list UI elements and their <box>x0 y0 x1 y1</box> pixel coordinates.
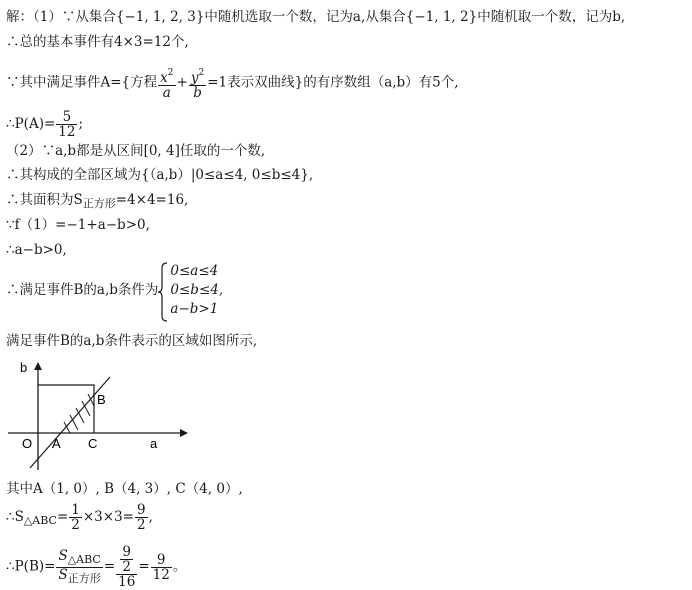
pb-numerator: 9 <box>151 553 172 568</box>
nested-outer-denominator: 16 <box>118 574 136 590</box>
pb-equals-2: = <box>138 558 150 575</box>
line-total-events: ∴总的基本事件有4×3=12个, <box>6 34 189 50</box>
triangle-equals: = <box>56 509 69 525</box>
fraction-5-over-12 <box>56 110 77 139</box>
pb-denominator: 12 <box>152 566 170 583</box>
s-square-subscript: 正方形 <box>67 571 101 585</box>
line-full-region: ∴其构成的全部区域为{（a,b）|0≤a≤4, 0≤b≤4}, <box>6 167 314 183</box>
fraction-nested <box>116 545 137 589</box>
fraction-s-ratio <box>56 549 102 586</box>
y-exponent: 2 <box>198 68 205 78</box>
result-numerator: 9 <box>136 502 146 518</box>
pa-denominator: 12 <box>58 124 76 140</box>
line-triangle-area <box>6 503 153 532</box>
line-a-minus-b-eq-1 <box>30 377 110 468</box>
half-denominator: 2 <box>71 517 80 533</box>
s-square: S <box>58 566 68 583</box>
result-denominator: 2 <box>136 517 146 533</box>
a-axis-arrow-icon <box>180 429 188 437</box>
event-a-prefix: ∵其中满足事件A={方程 <box>6 74 158 91</box>
fraction-9-over-2 <box>135 503 148 532</box>
b-denominator: b <box>193 85 202 101</box>
point-c-label: C <box>88 436 98 451</box>
line-probability-a <box>6 110 83 139</box>
s-triangle-subscript: △ABC <box>67 552 101 566</box>
triangle-suffix: , <box>148 509 153 525</box>
line-event-a <box>6 66 459 100</box>
triangle-area-prefix: ∴S <box>6 509 24 525</box>
fraction-x2-over-a <box>158 66 175 100</box>
a-axis-label: a <box>150 436 158 451</box>
pa-numerator: 5 <box>56 110 77 125</box>
line-a-minus-b: ∴a−b>0, <box>6 242 67 258</box>
region-graph <box>0 358 200 473</box>
fraction-y2-over-b <box>189 66 206 100</box>
plus-sign: + <box>176 74 188 91</box>
line-part2-intro: （2）∵a,b都是从区间[0, 4]任取的一个数, <box>6 143 266 159</box>
origin-label: O <box>22 436 33 451</box>
s-triangle: S <box>58 547 68 564</box>
pa-prefix: ∴P(A)= <box>6 116 56 132</box>
nested-numerator: 9 <box>122 544 132 560</box>
point-b-label: B <box>97 392 106 407</box>
triangle-middle: ×3×3= <box>82 509 134 525</box>
line-square-area <box>6 191 188 213</box>
point-a-label: A <box>52 436 61 451</box>
nested-denominator: 2 <box>122 559 132 575</box>
pa-suffix: ; <box>78 116 84 132</box>
condition-a-range: 0≤a≤4 <box>170 263 219 279</box>
b-axis-label: b <box>20 360 28 375</box>
condition-a-minus-b: a−b>1 <box>170 301 219 317</box>
pb-suffix: 。 <box>172 558 187 575</box>
a-denominator: a <box>162 85 171 101</box>
pb-prefix: ∴P(B)= <box>6 558 56 575</box>
area-subscript: 正方形 <box>82 197 116 210</box>
fraction-1-over-2 <box>69 503 82 532</box>
left-brace-icon <box>158 262 168 322</box>
line-part1-intro: 解：（1）∵从集合{−1, 1, 2, 3}中随机选取一个数，记为a,从集合{−1, 1, 2}中随机取一个数，记为b, <box>6 9 626 25</box>
area-suffix: =4×4=16, <box>115 192 189 208</box>
half-numerator: 1 <box>71 502 80 518</box>
line-region-description: 满足事件B的a,b条件表示的区域如图所示, <box>6 333 258 349</box>
pb-equals-1: = <box>103 558 116 575</box>
line-event-b-conditions <box>6 262 223 319</box>
event-a-suffix: =1表示双曲线}的有序数组（a,b）有5个, <box>207 74 459 91</box>
line-probability-b <box>6 545 186 589</box>
b-axis-arrow-icon <box>34 362 42 370</box>
x-exponent: 2 <box>167 68 174 78</box>
conditions-prefix: ∴满足事件B的a,b条件为 <box>6 282 159 298</box>
condition-b-range: 0≤b≤4, <box>170 282 224 298</box>
area-prefix: ∴其面积为S <box>6 192 83 208</box>
y-var: y <box>190 70 199 86</box>
x-var: x <box>160 70 168 86</box>
fraction-9-over-12 <box>151 553 172 582</box>
condition-system <box>158 262 223 319</box>
triangle-subscript: △ABC <box>23 514 57 527</box>
line-f1-condition: ∵f（1）=−1+a−b>0, <box>6 217 150 233</box>
line-points: 其中A（1, 0）, B（4, 3）, C（4, 0）, <box>6 481 243 497</box>
